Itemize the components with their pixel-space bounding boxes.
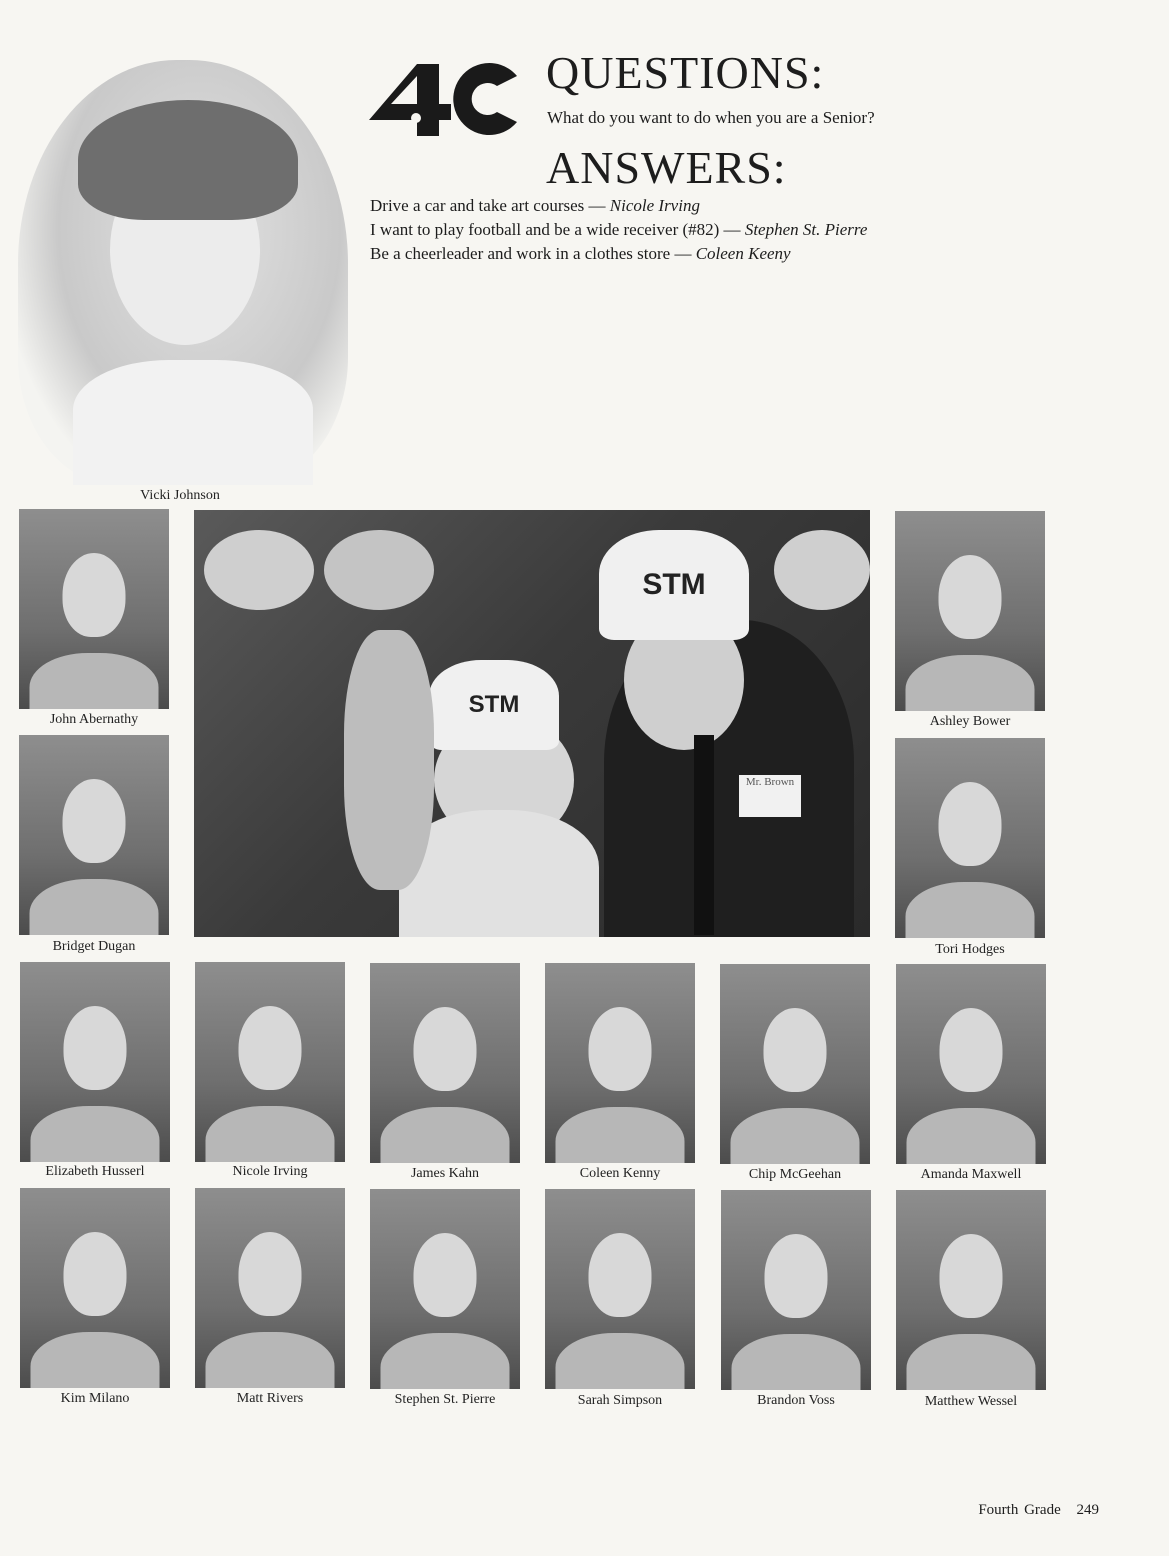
answers-title: ANSWERS: [546, 142, 787, 193]
teacher-photo [18, 60, 348, 485]
student-photo [19, 735, 169, 935]
student-name: Stephen St. Pierre [394, 1392, 496, 1407]
student-photo [896, 1190, 1046, 1390]
student-name: Ashley Bower [929, 714, 1011, 729]
student-name: Elizabeth Husserl [45, 1164, 145, 1179]
answer-text: Be a cheerleader and work in a clothes store — [370, 244, 692, 263]
student-photo [895, 738, 1045, 938]
answers-list [370, 194, 867, 266]
student-photo [545, 1189, 695, 1389]
question-text: What do you want to do when you are a Senior? [547, 108, 875, 127]
answer-author: Nicole Irving [609, 196, 700, 215]
student-name: Brandon Voss [757, 1393, 835, 1408]
student-name: Chip McGeehan [748, 1167, 842, 1182]
student-photo [896, 964, 1046, 1164]
cap-man: STM [599, 530, 749, 640]
student-photo [20, 962, 170, 1162]
student-photo [721, 1190, 871, 1390]
student-name: James Kahn [410, 1166, 480, 1181]
student-photo [720, 964, 870, 1164]
page-number: 249 [1076, 1502, 1099, 1518]
student-name: Tori Hodges [935, 942, 1005, 957]
answer-text: Drive a car and take art courses — [370, 196, 606, 215]
student-photo [195, 962, 345, 1162]
page-footer [978, 1502, 1099, 1519]
answer-line [370, 242, 867, 266]
student-photo [545, 963, 695, 1163]
answer-line [370, 194, 867, 218]
student-photo [20, 1188, 170, 1388]
student-name: Matthew Wessel [924, 1394, 1018, 1409]
student-name: Nicole Irving [232, 1164, 308, 1179]
student-photo [895, 511, 1045, 711]
student-name: Kim Milano [60, 1391, 130, 1406]
student-name: Amanda Maxwell [920, 1167, 1022, 1182]
answer-text: I want to play football and be a wide receiver (#82) — [370, 220, 741, 239]
cap-girl: STM [429, 660, 559, 750]
student-photo [370, 1189, 520, 1389]
section-name: Fourth Grade [978, 1502, 1061, 1518]
questions-title: QUESTIONS: [546, 47, 825, 98]
teacher-name: Vicki Johnson [140, 488, 220, 503]
student-name: Matt Rivers [236, 1391, 304, 1406]
student-name: Sarah Simpson [577, 1393, 663, 1408]
student-photo [19, 509, 169, 709]
student-name: Coleen Kenny [579, 1166, 661, 1181]
name-tag: Mr. Brown [739, 775, 801, 817]
feature-photo [194, 510, 870, 937]
answer-line [370, 218, 867, 242]
answer-author: Stephen St. Pierre [744, 220, 868, 239]
student-name: John Abernathy [49, 712, 139, 727]
grade-logo-4c [369, 60, 519, 140]
student-photo [370, 963, 520, 1163]
student-photo [195, 1188, 345, 1388]
answer-author: Coleen Keeny [695, 244, 791, 263]
student-name: Bridget Dugan [52, 939, 136, 954]
